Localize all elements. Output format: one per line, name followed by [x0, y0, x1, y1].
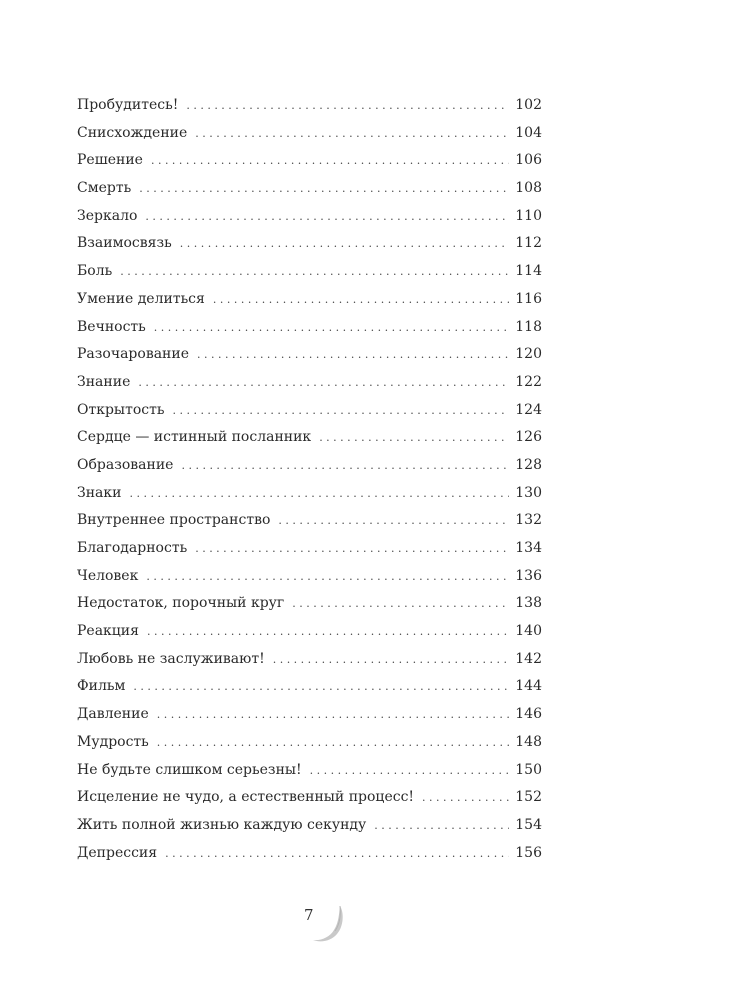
dot-leader [154, 314, 509, 342]
dot-leader [138, 369, 509, 397]
toc-entry-title: Разочарование [77, 346, 189, 363]
toc-entry [77, 480, 542, 508]
toc-entry-page-number: 134 [515, 540, 542, 556]
toc-entry [77, 397, 542, 425]
toc-entry-page-number: 152 [515, 789, 542, 806]
toc-entry-title: Пробудитесь! [77, 97, 179, 113]
dot-leader [120, 258, 509, 286]
toc-entry-page-number: 142 [515, 650, 542, 667]
toc-entry-title: Взаимосвязь [77, 235, 172, 252]
toc-entry-page-number: 114 [515, 263, 542, 280]
toc-entry-title: Депрессия [77, 844, 158, 861]
toc-entry-page-number: 122 [515, 373, 542, 390]
toc-entry-title: Исцеление не чудо, а естественный процесс! [77, 789, 415, 806]
toc-entry [77, 230, 542, 258]
dot-leader [319, 424, 509, 452]
toc-entry-title: Давление [77, 706, 149, 723]
toc-entry [77, 341, 542, 369]
toc-entry-page-number: 118 [515, 318, 542, 335]
toc-entry-title: Фильм [77, 678, 126, 695]
toc-entry-page-number: 128 [515, 456, 542, 473]
dot-leader [195, 120, 509, 148]
toc-entry [77, 646, 542, 674]
dot-leader [195, 535, 509, 563]
toc-entry-page-number: 150 [515, 761, 542, 778]
toc-entry-title: Недостаток, порочный круг [77, 595, 285, 612]
dot-leader [172, 397, 509, 425]
dot-leader [310, 757, 510, 785]
toc-entry-page-number: 110 [515, 207, 542, 224]
toc-entry-title: Зеркало [77, 207, 138, 224]
toc-entry-page-number: 140 [515, 623, 542, 640]
toc-entry [77, 452, 542, 480]
table-of-contents [77, 92, 542, 867]
toc-entry [77, 424, 542, 452]
toc-entry-title: Образование [77, 456, 174, 473]
dot-leader [278, 507, 509, 535]
toc-entry-page-number: 124 [515, 401, 542, 418]
toc-entry [77, 147, 542, 175]
toc-entry-title: Решение [77, 152, 143, 169]
toc-entry [77, 175, 542, 203]
dot-leader [180, 230, 510, 258]
toc-entry-page-number: 154 [515, 816, 542, 833]
toc-entry-title: Вечность [77, 318, 146, 335]
toc-entry-page-number: 116 [515, 290, 542, 307]
toc-entry [77, 563, 542, 591]
page-number: 7 [304, 906, 314, 924]
toc-entry [77, 701, 542, 729]
toc-entry-title: Снисхождение [77, 124, 188, 141]
dot-leader [273, 646, 510, 674]
toc-entry [77, 507, 542, 535]
toc-entry-page-number: 106 [515, 152, 542, 169]
toc-entry-page-number: 138 [515, 595, 542, 612]
toc-entry [77, 92, 542, 120]
toc-entry-title: Умение делиться [77, 290, 205, 307]
dot-leader [146, 563, 509, 591]
toc-entry [77, 203, 542, 231]
toc-entry-title: Реакция [77, 623, 139, 640]
toc-entry [77, 369, 542, 397]
toc-entry-title: Жить полной жизнью каждую секунду [77, 816, 367, 833]
dot-leader [197, 341, 509, 369]
toc-entry-title: Благодарность [77, 540, 188, 556]
toc-entry-page-number: 136 [515, 567, 542, 584]
dot-leader [157, 729, 509, 757]
toc-entry [77, 590, 542, 618]
toc-entry-title: Боль [77, 263, 113, 280]
toc-entry [77, 729, 542, 757]
toc-entry-title: Знание [77, 373, 131, 390]
toc-entry-title: Смерть [77, 180, 132, 197]
toc-entry-title: Мудрость [77, 733, 149, 750]
toc-entry-title: Человек [77, 567, 139, 584]
toc-entry-page-number: 126 [515, 429, 542, 446]
dot-leader [186, 92, 509, 120]
toc-entry [77, 618, 542, 646]
toc-entry-title: Сердце — истинный посланник [77, 429, 312, 446]
toc-entry-page-number: 112 [515, 235, 542, 252]
toc-entry-page-number: 120 [515, 346, 542, 363]
toc-entry-page-number: 108 [515, 180, 542, 197]
toc-entry [77, 812, 542, 840]
dot-leader [374, 812, 509, 840]
toc-entry [77, 258, 542, 286]
toc-entry-page-number: 156 [515, 844, 542, 861]
toc-entry [77, 535, 542, 563]
dot-leader [157, 701, 510, 729]
swash-ornament-icon [304, 900, 354, 950]
dot-leader [213, 286, 509, 314]
toc-entry-title: Знаки [77, 484, 122, 501]
toc-entry [77, 673, 542, 701]
dot-leader [139, 175, 509, 203]
toc-entry [77, 314, 542, 342]
toc-entry-page-number: 102 [515, 97, 542, 113]
dot-leader [129, 480, 509, 508]
toc-entry-page-number: 148 [515, 733, 542, 750]
toc-entry-title: Любовь не заслуживают! [77, 650, 265, 667]
toc-entry [77, 286, 542, 314]
page-folio [304, 900, 354, 950]
dot-leader [181, 452, 509, 480]
toc-entry [77, 840, 542, 868]
toc-entry-page-number: 130 [515, 484, 542, 501]
toc-entry [77, 120, 542, 148]
dot-leader [292, 590, 509, 618]
toc-entry-page-number: 144 [515, 678, 542, 695]
dot-leader [165, 840, 509, 868]
toc-entry-title: Не будьте слишком серьезны! [77, 761, 302, 778]
dot-leader [145, 203, 509, 231]
toc-entry-page-number: 104 [515, 124, 542, 141]
toc-entry-title: Открытость [77, 401, 165, 418]
dot-leader [151, 147, 509, 175]
toc-entry-page-number: 132 [515, 512, 542, 529]
toc-entry-page-number: 146 [515, 706, 542, 723]
toc-entry [77, 757, 542, 785]
dot-leader [147, 618, 509, 646]
toc-entry-title: Внутреннее пространство [77, 512, 271, 529]
toc-entry [77, 784, 542, 812]
dot-leader [422, 784, 509, 812]
dot-leader [133, 673, 509, 701]
